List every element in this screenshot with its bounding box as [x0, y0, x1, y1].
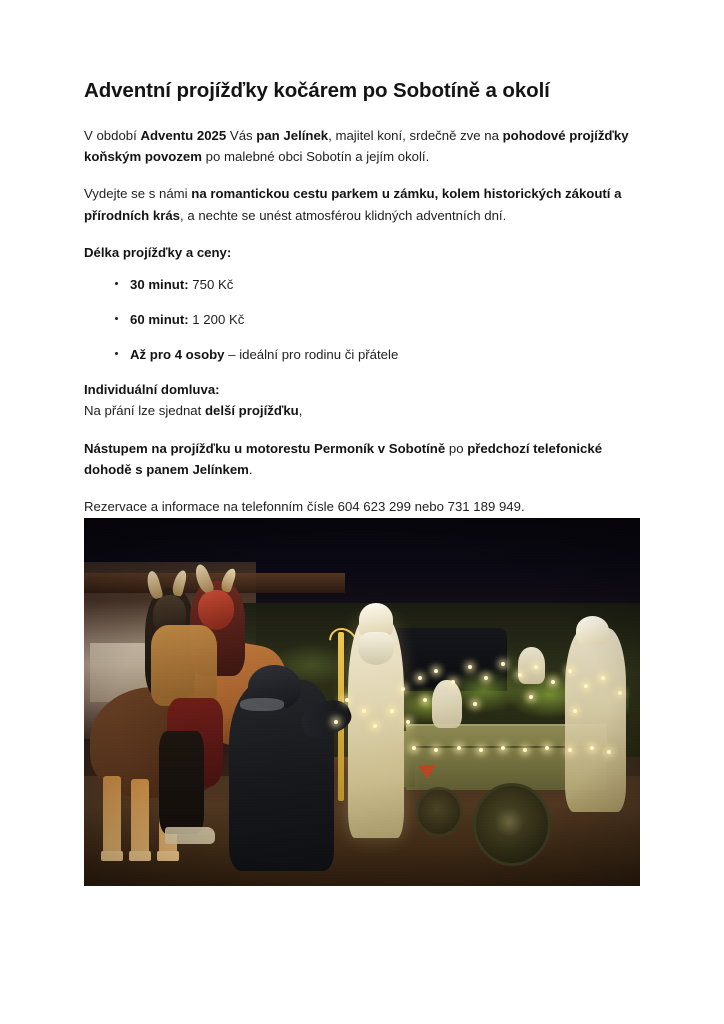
- price-capacity-note: – ideální pro rodinu či přátele: [224, 346, 399, 362]
- route-bold-path: na romantickou cestu parkem u zámku, kolem historických zákoutí a přírodních krás: [84, 186, 622, 223]
- photo-scene: [84, 518, 640, 886]
- individual-text-1: Na přání lze sjednat: [84, 403, 205, 419]
- individual-heading: [84, 379, 640, 400]
- individual-bold-longer: delší projížďku: [204, 403, 299, 419]
- paragraph-route: [84, 183, 640, 226]
- paragraph-boarding: [84, 438, 640, 481]
- list-item: [84, 309, 640, 330]
- individual-text-2: ,: [298, 403, 303, 419]
- intro-text-1: V období: [84, 127, 141, 143]
- paragraph-intro: [84, 125, 640, 168]
- price-value: 750 Kč: [188, 276, 234, 292]
- intro-text-4: po malebné obci Sobotín a jejím okolí.: [202, 149, 430, 164]
- price-duration: 60 minut:: [130, 311, 189, 327]
- price-list: [84, 274, 640, 365]
- boarding-bold-place: Nástupem na projížďku u motorestu Permoník v Sobotíně: [84, 440, 446, 456]
- bullet-icon: [115, 282, 118, 285]
- individual-heading-label: Individuální domluva:: [84, 381, 220, 397]
- prices-heading: Délka projížďky a ceny:: [84, 245, 232, 261]
- list-item: [84, 344, 640, 365]
- boarding-text-1: po: [445, 440, 468, 456]
- price-capacity: Až pro 4 osoby: [130, 346, 225, 362]
- individual-detail: [84, 400, 640, 421]
- intro-bold-advent: Adventu 2025: [140, 127, 227, 143]
- boarding-bold-agreement: předchozí telefonické dohodě s panem Jelínkem: [84, 440, 603, 477]
- bullet-icon: [115, 317, 118, 320]
- intro-bold-owner: pan Jelínek: [256, 127, 329, 143]
- boarding-text-2: .: [248, 462, 253, 477]
- route-text-1: Vydejte se s námi: [84, 186, 192, 202]
- paragraph-reservation: Rezervace a informace na telefonním čísle 604 623 299 nebo 731 189 949.: [84, 499, 525, 515]
- intro-text-2: Vás: [226, 127, 257, 143]
- page-title: Adventní projížďky kočárem po Sobotíně a okolí: [84, 79, 550, 102]
- bullet-icon: [115, 352, 118, 355]
- event-photo: [84, 518, 640, 886]
- document-content: [84, 78, 640, 571]
- photo-vignette: [84, 518, 640, 886]
- price-duration: 30 minut:: [130, 276, 189, 292]
- list-item: [84, 274, 640, 295]
- route-text-2: , a nechte se unést atmosférou klidných adventních dní.: [180, 207, 507, 223]
- price-value: 1 200 Kč: [188, 311, 245, 327]
- intro-text-3: , majitel koní, srdečně zve na: [328, 127, 503, 143]
- intro-bold-rides: pohodové projížďky koňským povozem: [84, 127, 629, 164]
